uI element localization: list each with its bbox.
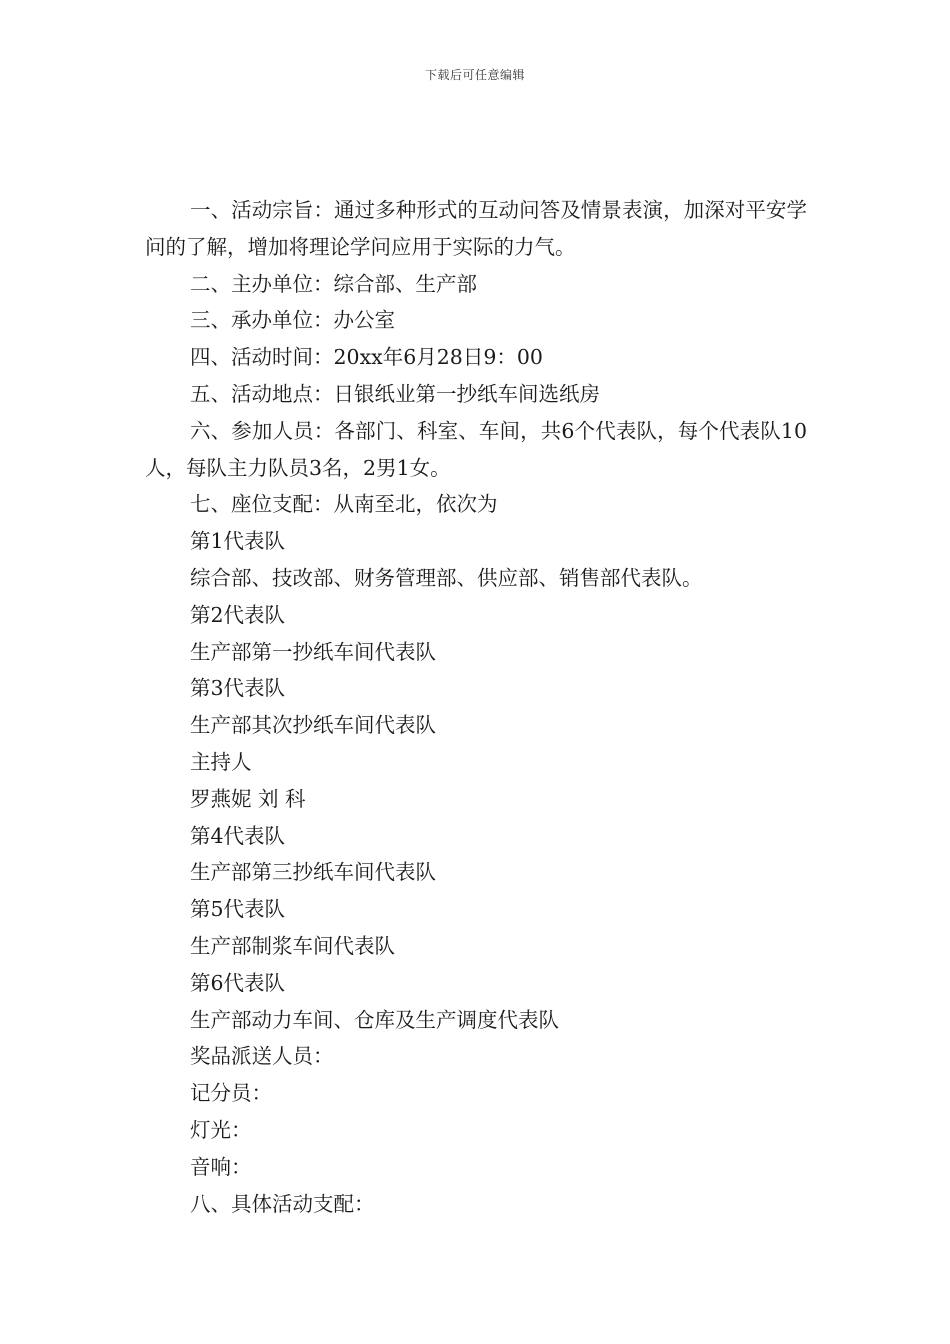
host-names: 罗燕妮 刘 科	[190, 786, 306, 811]
team-2-members: 生产部第一抄纸车间代表队	[190, 639, 436, 664]
team-2-label: 第2代表队	[190, 602, 286, 627]
paragraph-participants: 六、参加人员：各部门、科室、车间，共6个代表队，每个代表队10人，每队主力队员3名，2男1女。	[145, 418, 807, 480]
sound-line: 音响：	[190, 1154, 252, 1179]
team-1-members: 综合部、技改部、财务管理部、供应部、销售部代表队。	[190, 565, 703, 590]
team-6-label: 第6代表队	[190, 970, 286, 995]
paragraph-organizer: 二、主办单位：综合部、生产部	[190, 271, 477, 296]
team-5-label: 第5代表队	[190, 897, 286, 922]
team-1-label: 第1代表队	[190, 529, 286, 554]
paragraph-detailed-arrangement: 八、具体活动支配：	[190, 1191, 375, 1216]
prize-staff-line: 奖品派送人员：	[190, 1044, 334, 1069]
paragraph-time: 四、活动时间：20xx年6月28日9：00	[190, 345, 543, 370]
team-5-members: 生产部制浆车间代表队	[190, 933, 395, 958]
team-3-label: 第3代表队	[190, 676, 286, 701]
lighting-line: 灯光：	[190, 1117, 252, 1142]
team-3-members: 生产部其次抄纸车间代表队	[190, 713, 436, 738]
team-6-members: 生产部动力车间、仓库及生产调度代表队	[190, 1007, 559, 1032]
paragraph-undertaker: 三、承办单位：办公室	[190, 308, 395, 333]
paragraph-location: 五、活动地点：日银纸业第一抄纸车间选纸房	[190, 381, 600, 406]
scorekeeper-line: 记分员：	[190, 1081, 272, 1106]
paragraph-purpose: 一、活动宗旨：通过多种形式的互动问答及情景表演，加深对平安学问的了解，增加将理论学问应用于实际的力气。	[145, 198, 807, 259]
host-label: 主持人	[190, 749, 252, 774]
team-4-members: 生产部第三抄纸车间代表队	[190, 860, 436, 885]
team-4-label: 第4代表队	[190, 823, 286, 848]
page-header: 下载后可任意编辑	[424, 68, 525, 82]
document-body	[145, 192, 807, 1222]
paragraph-seating: 七、座位支配：从南至北，依次为	[190, 492, 498, 517]
